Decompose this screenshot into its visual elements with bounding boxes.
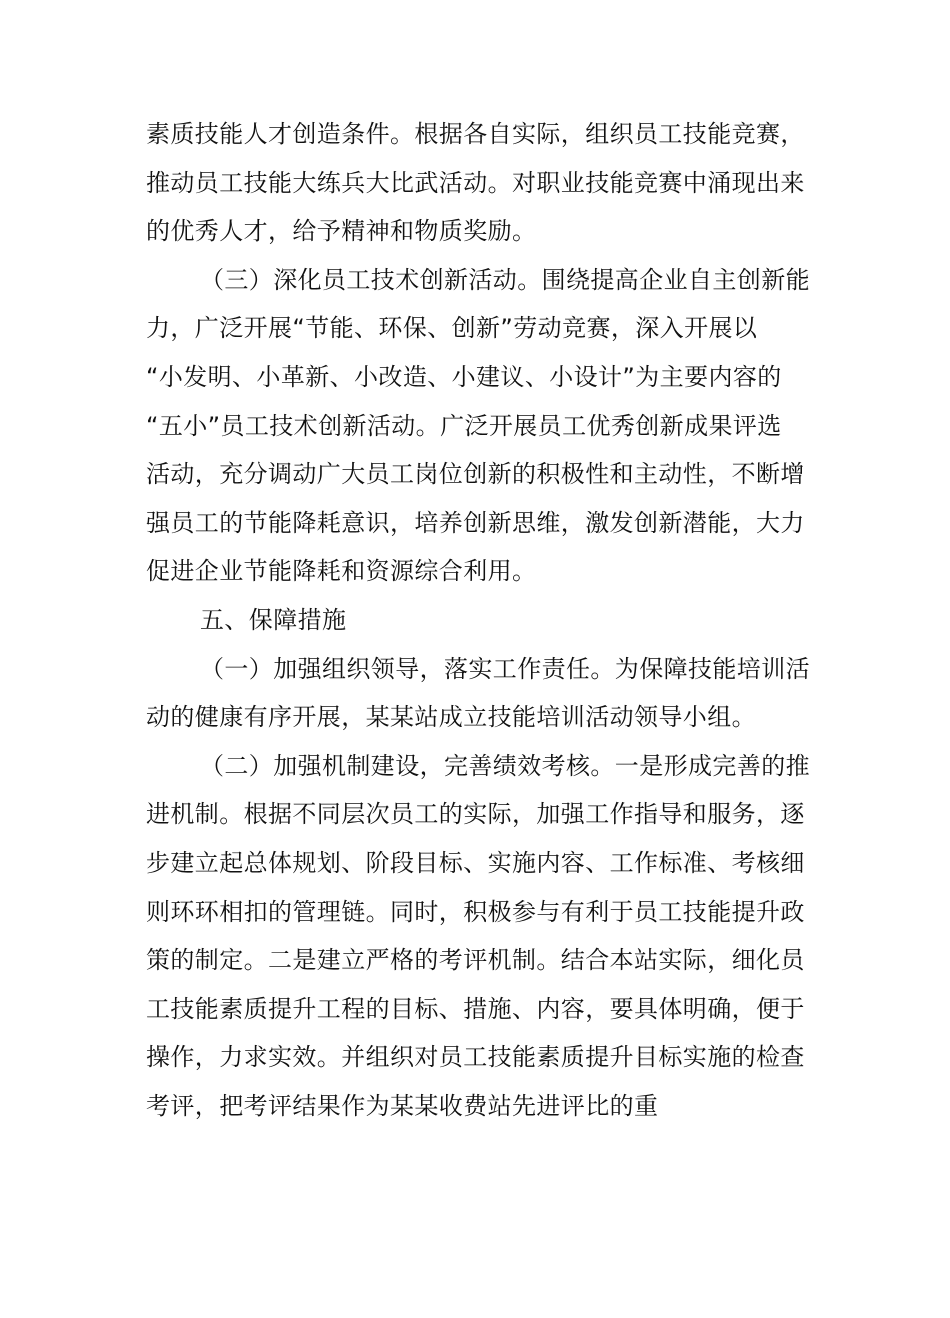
text-line: 活动，充分调动广大员工岗位创新的积极性和主动性，不断增 [146,460,805,489]
text-line: “五小”员工技术创新活动。广泛开展员工优秀创新成果评选 [146,411,782,440]
text-line: 工技能素质提升工程的目标、措施、内容，要具体明确，便于 [146,994,805,1023]
document-body [146,110,810,1130]
text-line: 步建立起总体规划、阶段目标、实施内容、工作标准、考核细 [146,848,805,877]
text-line: 推动员工技能大练兵大比武活动。对职业技能竞赛中涌现出来 [146,168,805,197]
text-line: “小发明、小革新、小改造、小建议、小设计”为主要内容的 [146,362,782,391]
text-line: 强员工的节能降耗意识，培养创新思维，激发创新潜能，大力 [146,508,805,537]
text-line: 素质技能人才创造条件。根据各自实际，组织员工技能竞赛， [146,120,805,148]
paragraph-start-line: （三）深化员工技术创新活动。围绕提高企业自主创新能 [200,265,810,294]
text-line: 策的制定。二是建立严格的考评机制。结合本站实际，细化员 [146,946,805,975]
text-line: 考评，把考评结果作为某某收费站先进评比的重 [146,1091,659,1120]
text-line: 力，广泛开展“节能、环保、创新”劳动竞赛，深入开展以 [146,314,758,343]
paragraph-start-line: （一）加强组织领导，落实工作责任。为保障技能培训活 [200,654,810,683]
text-line: 的优秀人才，给予精神和物质奖励。 [146,217,537,246]
text-line: 促进企业节能降耗和资源综合利用。 [146,557,537,586]
paragraph-start-line: （二）加强机制建设，完善绩效考核。一是形成完善的推 [200,751,810,780]
text-line: 操作，力求实效。并组织对员工技能素质提升目标实施的检查 [146,1043,805,1072]
text-line: 动的健康有序开展，某某站成立技能培训活动领导小组。 [146,703,756,732]
section-heading: 五、保障措施 [200,605,347,634]
text-line: 进机制。根据不同层次员工的实际，加强工作指导和服务，逐 [146,800,805,829]
text-line: 则环环相扣的管理链。同时，积极参与有利于员工技能提升政 [146,897,805,926]
